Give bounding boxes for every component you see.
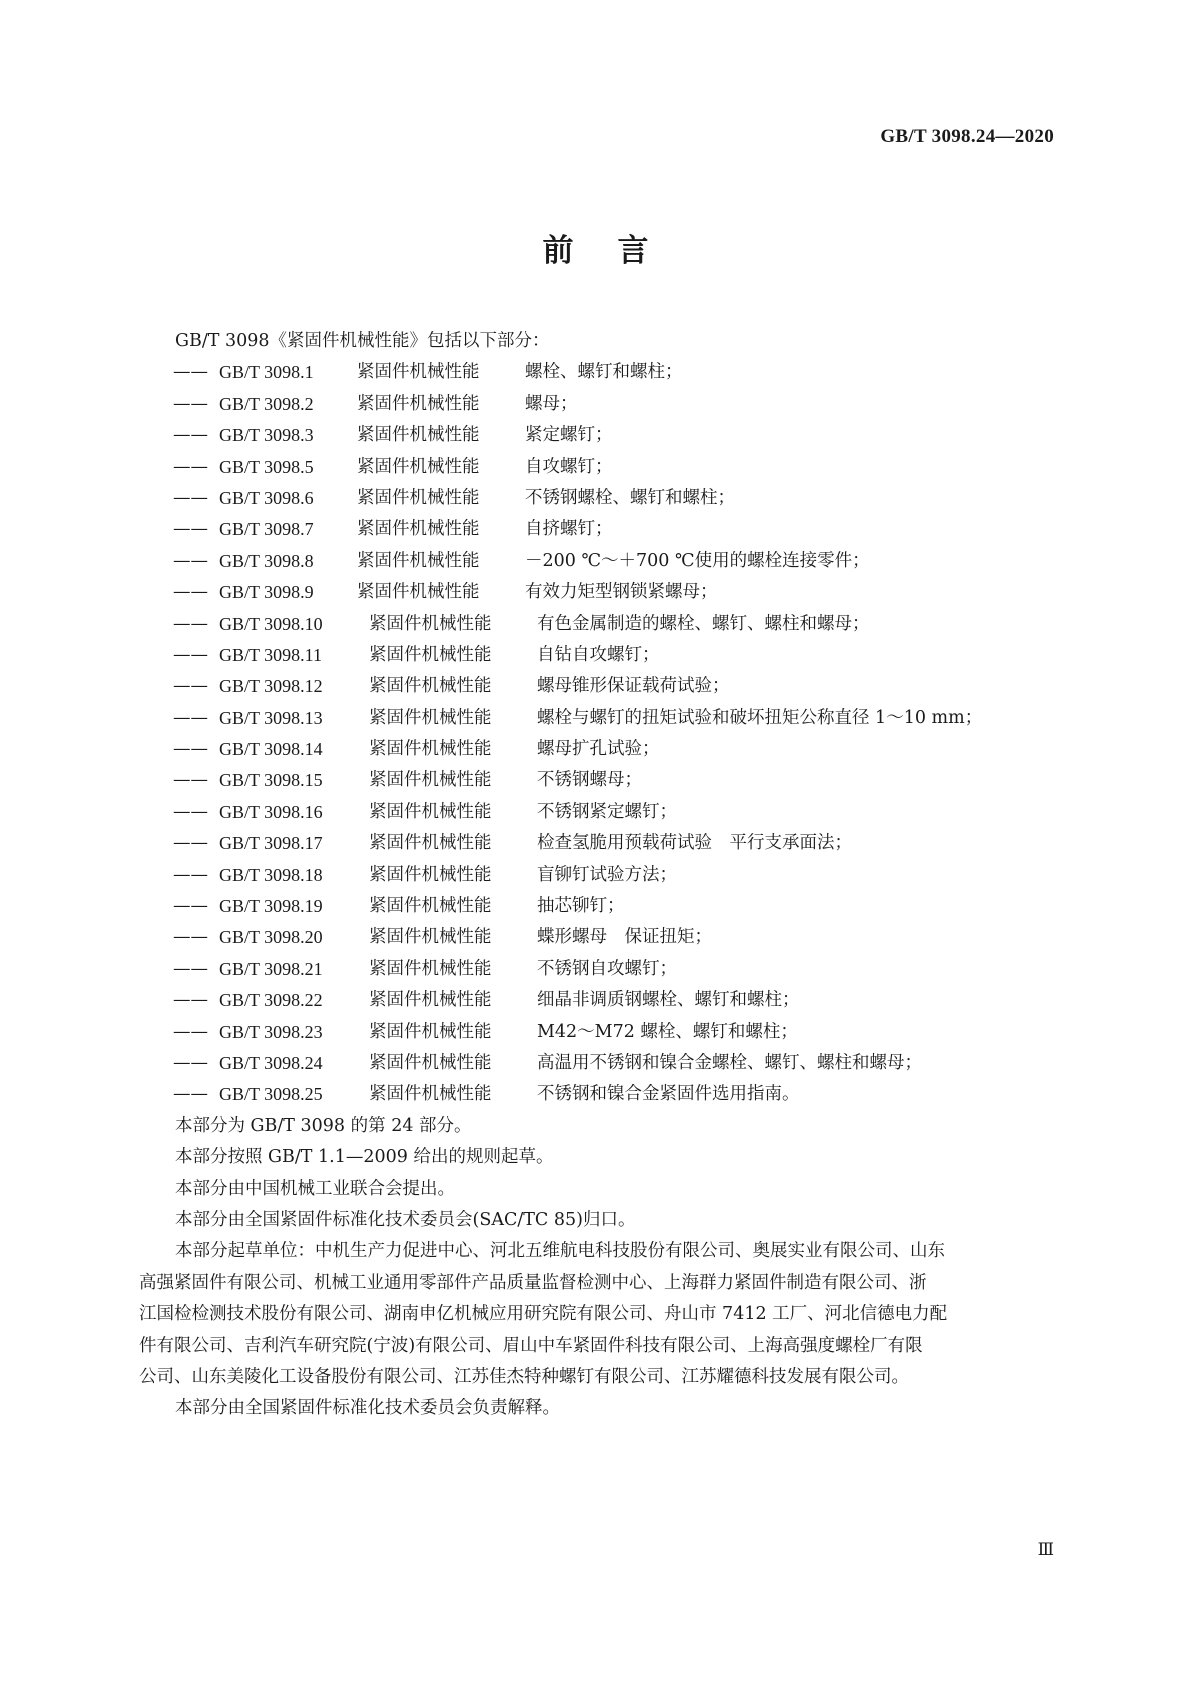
part-number: GB/T 3098.15: [219, 770, 323, 791]
part-number: GB/T 3098.22: [219, 990, 323, 1011]
list-dash: ——: [173, 487, 208, 508]
part-sub-title: 蝶形螺母 保证扭矩；: [537, 927, 712, 948]
part-number: GB/T 3098.23: [219, 1021, 323, 1042]
part-main-title: 紧固件机械性能: [369, 864, 492, 885]
part-main-title: 紧固件机械性能: [369, 707, 492, 728]
list-dash: ——: [173, 393, 208, 414]
part-list-item: [173, 765, 1053, 796]
part-main-title: 紧固件机械性能: [357, 393, 480, 414]
part-sub-title: 细晶非调质钢螺栓、螺钉和螺柱；: [537, 990, 800, 1011]
part-sub-title: 盲铆钉试验方法；: [537, 864, 677, 885]
drafting-units-line: 件有限公司、吉利汽车研究院(宁波)有限公司、眉山中车紧固件科技有限公司、上海高强度螺栓厂有限: [139, 1335, 923, 1356]
part-list-item: [173, 860, 1053, 891]
part-sub-title: 不锈钢螺母；: [537, 770, 642, 791]
part-sub-title: 螺母锥形保证载荷试验；: [537, 676, 730, 697]
standard-number: GB/T 3098.24—2020: [880, 126, 1054, 147]
part-number: GB/T 3098.24: [219, 1052, 323, 1073]
part-main-title: 紧固件机械性能: [369, 770, 492, 791]
part-main-title: 紧固件机械性能: [369, 958, 492, 979]
part-list-item: [173, 452, 1053, 483]
part-main-title: 紧固件机械性能: [357, 425, 480, 446]
part-main-title: 紧固件机械性能: [369, 739, 492, 760]
page-number: Ⅲ: [1037, 1540, 1054, 1559]
part-main-title: 紧固件机械性能: [369, 990, 492, 1011]
document-body: [139, 326, 1053, 1425]
part-list-item: [173, 671, 1053, 702]
part-list-item: [173, 954, 1053, 985]
part-number: GB/T 3098.3: [219, 425, 314, 446]
list-dash: ——: [173, 1084, 208, 1105]
part-number: GB/T 3098.5: [219, 456, 314, 477]
statements-list: [173, 1111, 1053, 1237]
list-dash: ——: [173, 519, 208, 540]
part-number: GB/T 3098.18: [219, 864, 323, 885]
page-title: 前言: [542, 233, 693, 269]
part-main-title: 紧固件机械性能: [357, 456, 480, 477]
part-list-item: [173, 797, 1053, 828]
part-number: GB/T 3098.8: [219, 550, 314, 571]
part-main-title: 紧固件机械性能: [357, 550, 480, 571]
part-sub-title: 螺母；: [525, 393, 578, 414]
part-sub-title: 有效力矩型钢锁紧螺母；: [525, 582, 718, 603]
part-list-item: [173, 389, 1053, 420]
list-dash: ——: [173, 613, 208, 634]
drafting-units-line: 高强紧固件有限公司、机械工业通用零部件产品质量监督检测中心、上海群力紧固件制造有限公司、浙: [139, 1272, 927, 1293]
part-sub-title: 抽芯铆钉；: [537, 896, 625, 917]
part-list-item: [173, 828, 1053, 859]
part-sub-title: 螺栓、螺钉和螺柱；: [525, 362, 683, 383]
part-list-item: [173, 985, 1053, 1016]
part-number: GB/T 3098.12: [219, 676, 323, 697]
part-sub-title: M42～M72 螺栓、螺钉和螺柱；: [537, 1021, 798, 1042]
intro-line: GB/T 3098《紧固件机械性能》包括以下部分：: [175, 331, 550, 351]
part-main-title: 紧固件机械性能: [369, 676, 492, 697]
part-number: GB/T 3098.13: [219, 707, 323, 728]
part-number: GB/T 3098.9: [219, 582, 314, 603]
part-main-title: 紧固件机械性能: [369, 1021, 492, 1042]
list-dash: ——: [173, 362, 208, 383]
part-list-item: [173, 357, 1053, 388]
part-sub-title: 不锈钢螺栓、螺钉和螺柱；: [525, 487, 735, 508]
part-main-title: 紧固件机械性能: [369, 644, 492, 665]
list-dash: ——: [173, 1021, 208, 1042]
part-number: GB/T 3098.1: [219, 362, 314, 383]
part-list-item: [173, 891, 1053, 922]
list-dash: ——: [173, 833, 208, 854]
part-number: GB/T 3098.10: [219, 613, 323, 634]
list-dash: ——: [173, 1052, 208, 1073]
part-main-title: 紧固件机械性能: [369, 613, 492, 634]
list-dash: ——: [173, 896, 208, 917]
part-list-item: [173, 483, 1053, 514]
part-number: GB/T 3098.25: [219, 1084, 323, 1105]
list-dash: ——: [173, 801, 208, 822]
part-sub-title: －200 ℃～＋700 ℃使用的螺栓连接零件；: [525, 550, 870, 571]
statement-line: 本部分由全国紧固件标准化技术委员会(SAC/TC 85)归口。: [175, 1209, 636, 1230]
part-list-item: [173, 703, 1053, 734]
part-main-title: 紧固件机械性能: [369, 927, 492, 948]
part-sub-title: 不锈钢紧定螺钉；: [537, 801, 677, 822]
list-dash: ——: [173, 958, 208, 979]
part-sub-title: 高温用不锈钢和镍合金螺栓、螺钉、螺柱和螺母；: [537, 1052, 922, 1073]
statement-line: 本部分为 GB/T 3098 的第 24 部分。: [175, 1115, 472, 1136]
part-sub-title: 检查氢脆用预载荷试验 平行支承面法；: [537, 833, 852, 854]
parts-list: [173, 357, 1053, 1110]
part-sub-title: 自挤螺钉；: [525, 519, 613, 540]
part-main-title: 紧固件机械性能: [357, 362, 480, 383]
part-number: GB/T 3098.20: [219, 927, 323, 948]
part-main-title: 紧固件机械性能: [357, 519, 480, 540]
part-list-item: [173, 514, 1053, 545]
part-main-title: 紧固件机械性能: [369, 801, 492, 822]
interpretation-line: 本部分由全国紧固件标准化技术委员会负责解释。: [175, 1398, 560, 1419]
list-dash: ——: [173, 676, 208, 697]
part-main-title: 紧固件机械性能: [369, 1084, 492, 1105]
list-dash: ——: [173, 739, 208, 760]
part-sub-title: 紧定螺钉；: [525, 425, 613, 446]
list-dash: ——: [173, 707, 208, 728]
part-sub-title: 螺母扩孔试验；: [537, 739, 660, 760]
drafting-units-line: 公司、山东美陵化工设备股份有限公司、江苏佳杰特种螺钉有限公司、江苏耀德科技发展有限公司。: [139, 1366, 909, 1387]
list-dash: ——: [173, 927, 208, 948]
part-main-title: 紧固件机械性能: [357, 582, 480, 603]
part-sub-title: 螺栓与螺钉的扭矩试验和破坏扭矩公称直径 1～10 mm；: [537, 707, 983, 728]
list-dash: ——: [173, 550, 208, 571]
list-dash: ——: [173, 582, 208, 603]
part-number: GB/T 3098.17: [219, 833, 323, 854]
part-list-item: [173, 1048, 1053, 1079]
part-list-item: [173, 734, 1053, 765]
part-list-item: [173, 1079, 1053, 1110]
list-dash: ——: [173, 770, 208, 791]
drafting-units-line: 本部分起草单位：中机生产力促进中心、河北五维航电科技股份有限公司、奥展实业有限公司、山东: [175, 1241, 945, 1262]
part-number: GB/T 3098.6: [219, 487, 314, 508]
part-list-item: [173, 640, 1053, 671]
part-sub-title: 不锈钢和镍合金紧固件选用指南。: [537, 1084, 800, 1105]
part-number: GB/T 3098.19: [219, 896, 323, 917]
part-main-title: 紧固件机械性能: [369, 1052, 492, 1073]
part-list-item: [173, 1017, 1053, 1048]
part-list-item: [173, 420, 1053, 451]
part-list-item: [173, 546, 1053, 577]
list-dash: ——: [173, 456, 208, 477]
part-sub-title: 有色金属制造的螺栓、螺钉、螺柱和螺母；: [537, 613, 870, 634]
part-list-item: [173, 922, 1053, 953]
part-number: GB/T 3098.2: [219, 393, 314, 414]
part-number: GB/T 3098.11: [219, 644, 323, 665]
part-main-title: 紧固件机械性能: [369, 896, 492, 917]
list-dash: ——: [173, 864, 208, 885]
part-list-item: [173, 577, 1053, 608]
part-sub-title: 不锈钢自攻螺钉；: [537, 958, 677, 979]
part-list-item: [173, 609, 1053, 640]
drafting-units-line: 江国检检测技术股份有限公司、湖南申亿机械应用研究院有限公司、舟山市 7412 工厂、河北信德电力配: [139, 1304, 948, 1325]
statement-line: 本部分由中国机械工业联合会提出。: [175, 1178, 455, 1199]
part-number: GB/T 3098.14: [219, 739, 323, 760]
part-main-title: 紧固件机械性能: [369, 833, 492, 854]
list-dash: ——: [173, 990, 208, 1011]
part-number: GB/T 3098.7: [219, 519, 314, 540]
drafting-units-paragraph: [139, 1236, 1053, 1393]
list-dash: ——: [173, 425, 208, 446]
part-number: GB/T 3098.16: [219, 801, 323, 822]
list-dash: ——: [173, 644, 208, 665]
part-sub-title: 自攻螺钉；: [525, 456, 613, 477]
part-number: GB/T 3098.21: [219, 958, 323, 979]
part-main-title: 紧固件机械性能: [357, 487, 480, 508]
statement-line: 本部分按照 GB/T 1.1—2009 给出的规则起草。: [175, 1147, 554, 1168]
part-sub-title: 自钻自攻螺钉；: [537, 644, 660, 665]
